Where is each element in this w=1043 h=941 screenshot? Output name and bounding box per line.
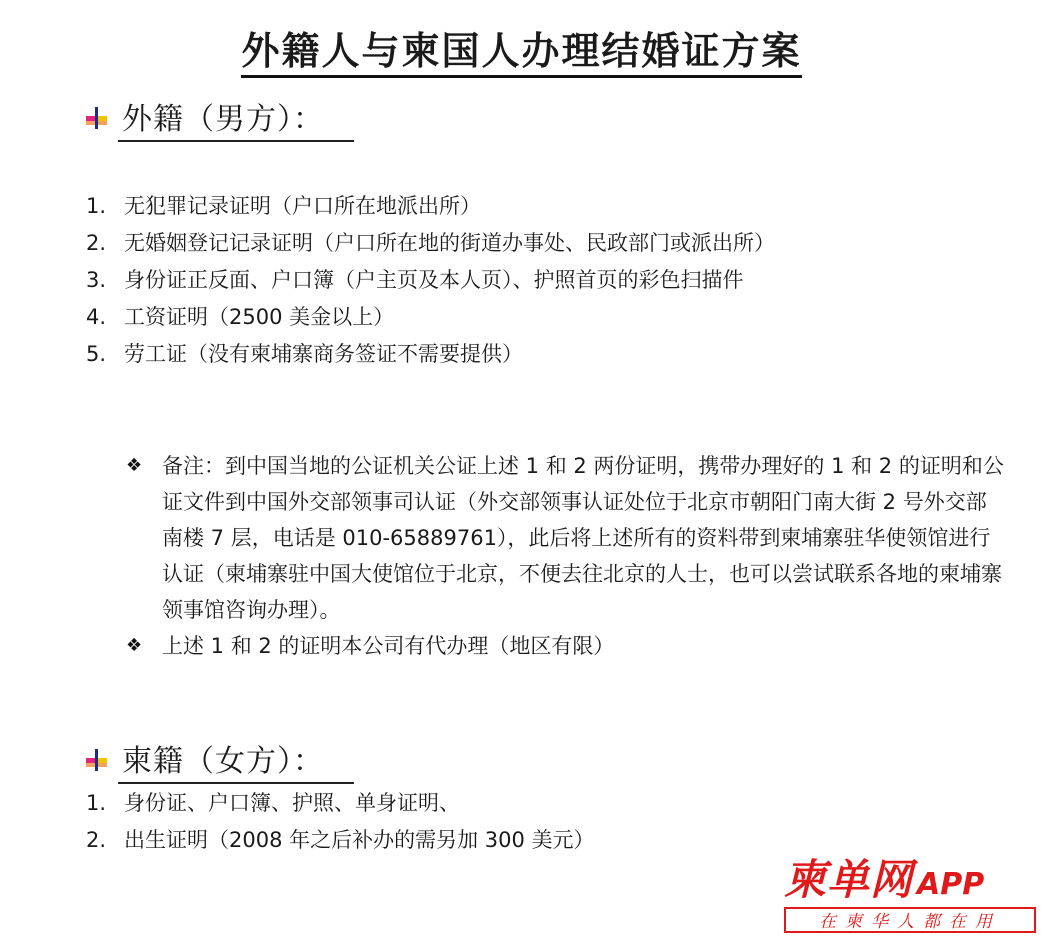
section-heading-text: 外籍（男方）： [118, 94, 354, 142]
bullet-mark-icon [84, 748, 108, 772]
logo-app-text: APP [917, 867, 985, 902]
section-heading-foreign [84, 98, 354, 138]
document-title: 外籍人与柬国人办理结婚证方案 [0, 20, 1043, 75]
note-item: ❖ 上述 1 和 2 的证明本公司有代办理（地区有限） [124, 628, 1004, 664]
watermark-logo [784, 855, 1039, 937]
foreign-requirements-list [86, 188, 775, 373]
bullet-mark-icon [84, 106, 108, 130]
list-item: 2. 无婚姻登记记录证明（户口所在地的街道办事处、民政部门或派出所） [86, 231, 775, 255]
note-item: ❖ 备注：到中国当地的公证机关公证上述 1 和 2 两份证明，携带办理好的 1 和 2 的证明和公证文件到中国外交部领事司认证（外交部领事认证处位于北京市朝阳门南大街 2 号外交部南楼 7 层，电话是 010-65889761），此后将上述所有的资料带到柬埔寨驻华使领馆进行认证（柬埔寨驻中国大使馆位于北京，不便去往北京的人士，也可以尝试联系各地的柬埔寨领事馆咨询办理）。 [124, 448, 1004, 628]
logo-slogan: 在柬华人都在用 [784, 907, 1036, 933]
local-requirements-list [86, 785, 595, 859]
list-item: 5. 劳工证（没有柬埔寨商务签证不需要提供） [86, 342, 523, 366]
list-item: 4. 工资证明（2500 美金以上） [86, 305, 395, 329]
list-item: 1. 无犯罪记录证明（户口所在地派出所） [86, 194, 481, 218]
diamond-bullet-icon: ❖ [126, 635, 143, 656]
logo-brand-text: 柬单网 [784, 855, 914, 904]
list-item: 3. 身份证正反面、户口簿（户主页及本人页）、护照首页的彩色扫描件 [86, 268, 744, 292]
section-heading-text: 柬籍（女方）： [118, 736, 354, 784]
list-item: 1. 身份证、户口簿、护照、单身证明、 [86, 791, 460, 815]
notes-list [124, 448, 1004, 664]
list-item: 2. 出生证明（2008 年之后补办的需另加 300 美元） [86, 828, 595, 852]
diamond-bullet-icon: ❖ [126, 455, 143, 476]
section-heading-local [84, 740, 354, 780]
logo-brand [784, 855, 1039, 905]
